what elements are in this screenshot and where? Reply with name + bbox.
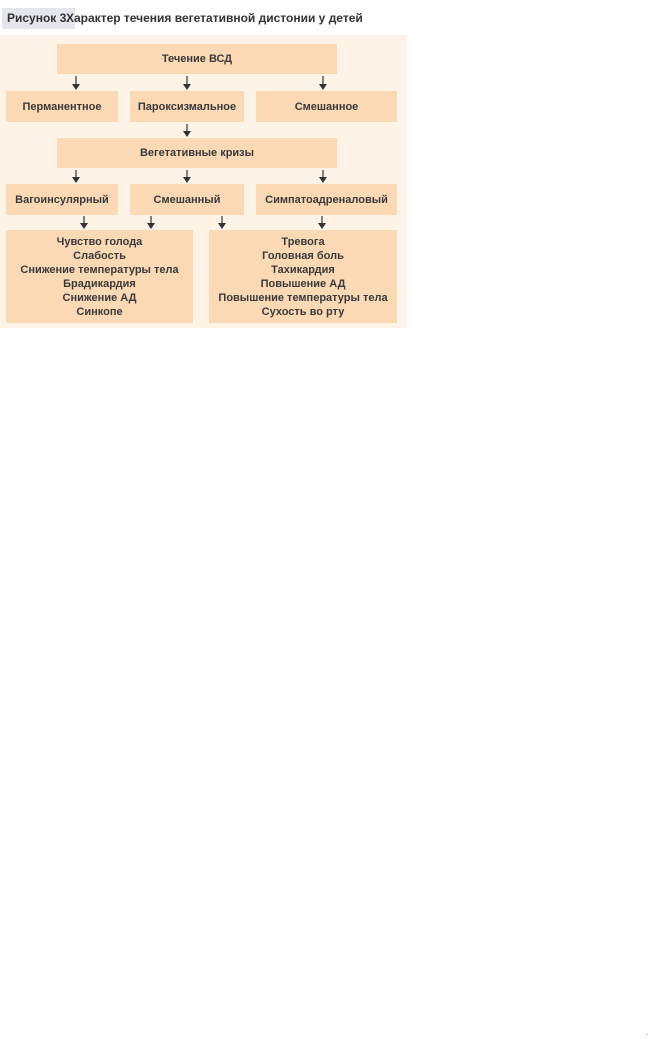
- symptom-item: Повышение АД: [260, 277, 346, 290]
- node-course-mixed: Смешанное: [256, 91, 397, 122]
- node-root: Течение ВСД: [57, 44, 337, 74]
- symptom-item: Головная боль: [262, 249, 344, 262]
- node-crisis-vagoinsular: Вагоинсулярный: [6, 184, 118, 215]
- node-crisis-sympathoadrenal: Симпатоадреналовый: [256, 184, 397, 215]
- symptom-item: Тахикардия: [271, 263, 335, 276]
- symptom-item: Чувство голода: [56, 235, 143, 248]
- arrow-crises-to-mixed: [183, 170, 191, 183]
- symptom-item: Тревога: [281, 235, 325, 248]
- arrow-mixed-to-vagoinsular-symptoms: [147, 216, 155, 229]
- arrow-crises-to-vagoinsular: [72, 170, 80, 183]
- figure-title: Характер течения вегетативной дистонии у детей: [66, 11, 363, 25]
- symptom-item: Слабость: [73, 249, 126, 262]
- arrow-root-to-paroxysmal: [183, 76, 191, 90]
- page-mark: .: [646, 1028, 649, 1037]
- arrow-crises-to-sympathoadrenal: [319, 170, 327, 183]
- symptom-item: Синкопе: [76, 305, 123, 318]
- arrow-root-to-permanent: [72, 76, 80, 90]
- arrow-vagoinsular-to-symptoms: [80, 216, 88, 229]
- connector-arrows: [0, 0, 407, 328]
- figure-label: Рисунок 3.: [2, 8, 75, 29]
- symptom-item: Снижение АД: [62, 291, 137, 304]
- symptom-item: Сухость во рту: [261, 305, 345, 318]
- symptom-item: Снижение температуры тела: [20, 263, 179, 276]
- arrow-mixed-to-sympathoadrenal-symptoms: [218, 216, 226, 229]
- symptom-item: Брадикардия: [63, 277, 136, 290]
- node-crisis-mixed: Смешанный: [130, 184, 244, 215]
- node-course-paroxysmal: Пароксизмальное: [130, 91, 244, 122]
- arrow-root-to-mixed: [319, 76, 327, 90]
- arrow-paroxysmal-to-crises: [183, 124, 191, 137]
- node-crises: Вегетативные кризы: [57, 138, 337, 168]
- symptom-item: Повышение температуры тела: [218, 291, 388, 304]
- node-course-permanent: Перманентное: [6, 91, 118, 122]
- arrow-sympathoadrenal-to-symptoms: [318, 216, 326, 229]
